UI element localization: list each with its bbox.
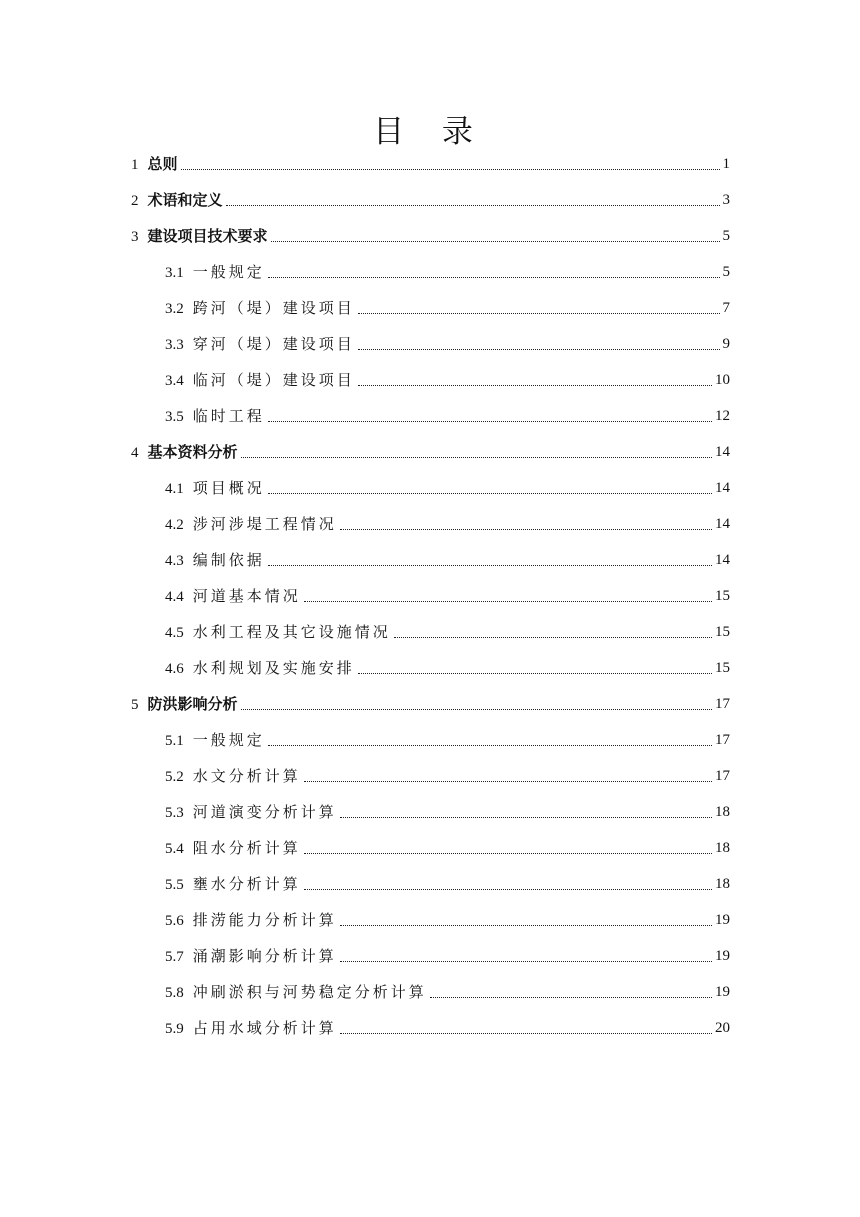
toc-entry[interactable] <box>165 866 730 902</box>
toc-entry-label <box>165 911 337 930</box>
toc-entry-label <box>131 695 238 714</box>
toc-dot-leader <box>304 780 712 782</box>
toc-entry-page-number: 19 <box>715 948 730 964</box>
toc-dot-leader <box>226 204 720 206</box>
toc-entry-title: 临河（堤）建设项目 <box>192 370 355 389</box>
toc-entry-label <box>165 875 301 894</box>
toc-dot-leader <box>394 636 712 638</box>
toc-entry-page-number: 9 <box>722 336 730 352</box>
toc-dot-leader <box>340 816 712 818</box>
toc-entry-label <box>165 407 265 426</box>
toc-entry-label <box>131 191 223 210</box>
toc-entry-label <box>165 947 337 966</box>
toc-entry-title: 术语和定义 <box>147 190 223 209</box>
toc-entry-title: 占用水域分析计算 <box>192 1018 337 1037</box>
toc-entry-title: 冲刷淤积与河势稳定分析计算 <box>192 982 427 1001</box>
toc-entry-number: 4.3 <box>165 552 184 569</box>
toc-entry-title: 水利工程及其它设施情况 <box>192 622 391 641</box>
toc-entry[interactable] <box>165 974 730 1010</box>
toc-entry-number: 2 <box>131 192 139 209</box>
toc-entry-title: 总则 <box>147 154 178 173</box>
toc-dot-leader <box>340 924 712 926</box>
toc-entry-title: 水利规划及实施安排 <box>192 658 355 677</box>
toc-entry-title: 一般规定 <box>192 262 265 281</box>
toc-entry-number: 5.2 <box>165 768 184 785</box>
toc-entry[interactable] <box>165 1010 730 1046</box>
toc-entry-number: 5.1 <box>165 732 184 749</box>
toc-dot-leader <box>358 384 712 386</box>
toc-dot-leader <box>358 672 712 674</box>
toc-entry-title: 跨河（堤）建设项目 <box>192 298 355 317</box>
toc-entry-label <box>165 371 355 390</box>
toc-dot-leader <box>268 744 712 746</box>
toc-entry-title: 临时工程 <box>192 406 265 425</box>
toc-dot-leader <box>304 852 712 854</box>
toc-entry-page-number: 17 <box>715 768 730 784</box>
page-title: 目 录 <box>373 114 487 150</box>
toc-entry[interactable] <box>165 326 730 362</box>
toc-entry[interactable] <box>165 506 730 542</box>
toc-entry-number: 4.5 <box>165 624 184 641</box>
toc-entry-title: 基本资料分析 <box>147 442 238 461</box>
toc-entry[interactable] <box>165 938 730 974</box>
toc-dot-leader <box>340 1032 712 1034</box>
toc-entry-number: 4.1 <box>165 480 184 497</box>
toc-entry-number: 5.3 <box>165 804 184 821</box>
toc-entry-number: 3.1 <box>165 264 184 281</box>
toc-entry[interactable] <box>165 290 730 326</box>
toc-entry-number: 4.6 <box>165 660 184 677</box>
toc-entry-number: 5.8 <box>165 984 184 1001</box>
toc-entry-label <box>165 335 355 354</box>
toc-entry-page-number: 19 <box>715 984 730 1000</box>
toc-entry-number: 1 <box>131 156 139 173</box>
toc-dot-leader <box>181 168 720 170</box>
toc-entry-number: 5.7 <box>165 948 184 965</box>
toc-entry-label <box>131 443 238 462</box>
toc-entry-page-number: 14 <box>715 516 730 532</box>
toc-entry-label <box>131 155 178 174</box>
toc-entry[interactable] <box>165 722 730 758</box>
toc-entry-label <box>165 515 337 534</box>
toc-entry-page-number: 3 <box>722 192 730 208</box>
toc-entry-number: 3.3 <box>165 336 184 353</box>
toc-entry-number: 5 <box>131 696 139 713</box>
toc-entry-page-number: 14 <box>715 480 730 496</box>
toc-entry-page-number: 5 <box>722 264 730 280</box>
toc-entry[interactable] <box>131 182 730 218</box>
toc-entry[interactable] <box>165 470 730 506</box>
toc-dot-leader <box>358 348 720 350</box>
toc-entry-number: 5.6 <box>165 912 184 929</box>
toc-entry-page-number: 19 <box>715 912 730 928</box>
toc-entry-title: 排涝能力分析计算 <box>192 910 337 929</box>
toc-entry-number: 5.4 <box>165 840 184 857</box>
toc-entry-label <box>165 731 265 750</box>
toc-entry[interactable] <box>165 614 730 650</box>
toc-entry-title: 涌潮影响分析计算 <box>192 946 337 965</box>
toc-entry-page-number: 18 <box>715 840 730 856</box>
toc-entry[interactable] <box>165 578 730 614</box>
toc-entry[interactable] <box>165 650 730 686</box>
toc-entry-label <box>165 623 391 642</box>
toc-dot-leader <box>268 564 712 566</box>
toc-entry[interactable] <box>165 758 730 794</box>
toc-entry-number: 4.2 <box>165 516 184 533</box>
toc-entry-label <box>165 1019 337 1038</box>
toc-entry[interactable] <box>131 686 730 722</box>
toc-dot-leader <box>268 420 712 422</box>
toc-entry-label <box>165 299 355 318</box>
toc-entry[interactable] <box>165 362 730 398</box>
toc-dot-leader <box>268 492 712 494</box>
toc-entry-title: 涉河涉堤工程情况 <box>192 514 337 533</box>
toc-entry-page-number: 18 <box>715 876 730 892</box>
toc-entry[interactable] <box>165 398 730 434</box>
toc-entry-label <box>165 983 427 1002</box>
toc-entry-number: 5.5 <box>165 876 184 893</box>
toc-entry[interactable] <box>131 218 730 254</box>
toc-dot-leader <box>271 240 720 242</box>
toc-entry-page-number: 18 <box>715 804 730 820</box>
toc-entry-title: 河道演变分析计算 <box>192 802 337 821</box>
toc-dot-leader <box>304 888 712 890</box>
toc-entry[interactable] <box>165 794 730 830</box>
toc-entry-page-number: 15 <box>715 660 730 676</box>
toc-entry-number: 3 <box>131 228 139 245</box>
toc-entry-page-number: 1 <box>722 156 730 172</box>
toc-entry-page-number: 17 <box>715 696 730 712</box>
toc-entry-page-number: 14 <box>715 444 730 460</box>
toc-entry-title: 河道基本情况 <box>192 586 301 605</box>
toc-entry-title: 一般规定 <box>192 730 265 749</box>
toc-entry-page-number: 20 <box>715 1020 730 1036</box>
toc-entry-page-number: 14 <box>715 552 730 568</box>
toc-entry-title: 防洪影响分析 <box>147 694 238 713</box>
toc-dot-leader <box>304 600 712 602</box>
toc-entry-page-number: 10 <box>715 372 730 388</box>
toc-entry-page-number: 5 <box>722 228 730 244</box>
toc-entry-label <box>165 479 265 498</box>
toc-entry-number: 3.5 <box>165 408 184 425</box>
toc-entry-page-number: 7 <box>722 300 730 316</box>
toc-entry-label <box>165 659 355 678</box>
toc-entry-page-number: 12 <box>715 408 730 424</box>
toc-entry-label <box>165 767 301 786</box>
toc-entry-label <box>165 551 265 570</box>
toc-entry[interactable] <box>165 902 730 938</box>
toc-dot-leader <box>358 312 720 314</box>
toc-dot-leader <box>340 960 712 962</box>
toc-entry-number: 3.4 <box>165 372 184 389</box>
toc-entry-label <box>165 839 301 858</box>
toc-entry-page-number: 15 <box>715 588 730 604</box>
toc-entry-label <box>165 587 301 606</box>
toc-entry-title: 编制依据 <box>192 550 265 569</box>
toc-dot-leader <box>241 708 712 710</box>
toc-entry-label <box>131 227 268 246</box>
toc-entry-label <box>165 803 337 822</box>
toc-entry-title: 水文分析计算 <box>192 766 301 785</box>
toc-entry-title: 壅水分析计算 <box>192 874 301 893</box>
toc-entry[interactable] <box>131 434 730 470</box>
toc-entry-title: 穿河（堤）建设项目 <box>192 334 355 353</box>
toc-entry[interactable] <box>165 830 730 866</box>
toc-entry[interactable] <box>165 542 730 578</box>
toc-dot-leader <box>268 276 720 278</box>
toc-entry[interactable] <box>165 254 730 290</box>
toc-entry-number: 5.9 <box>165 1020 184 1037</box>
toc-entry-number: 4 <box>131 444 139 461</box>
toc-entry-title: 建设项目技术要求 <box>147 226 268 245</box>
toc-entry-title: 项目概况 <box>192 478 265 497</box>
toc-dot-leader <box>241 456 712 458</box>
toc-entry-page-number: 17 <box>715 732 730 748</box>
toc-dot-leader <box>430 996 712 998</box>
toc-dot-leader <box>340 528 712 530</box>
toc-entry[interactable] <box>131 146 730 182</box>
toc-entry-number: 3.2 <box>165 300 184 317</box>
toc-entry-label <box>165 263 265 282</box>
toc-entry-title: 阻水分析计算 <box>192 838 301 857</box>
toc-entry-number: 4.4 <box>165 588 184 605</box>
toc-entry-page-number: 15 <box>715 624 730 640</box>
